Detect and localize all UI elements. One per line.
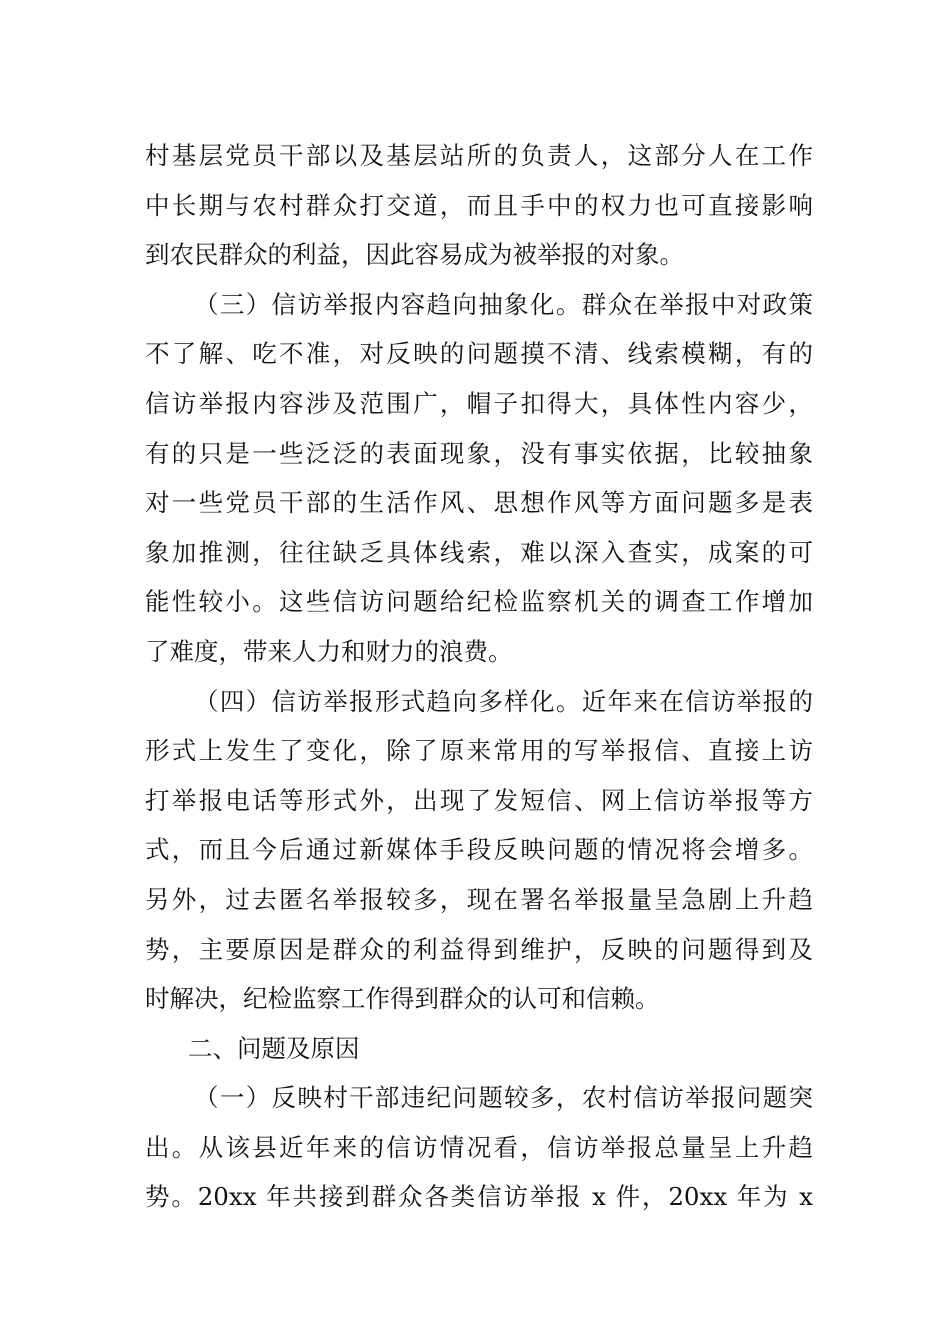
text-line: 了难度，带来人力和财力的浪费。 <box>145 636 513 666</box>
text-line: 势。20xx 年共接到群众各类信访举报 x 件，20xx 年为 x <box>145 1182 813 1212</box>
text-line: 形式上发生了变化，除了原来常用的写举报信、直接上访 <box>145 736 813 766</box>
document-body <box>145 131 813 1222</box>
text-line: 对一些党员干部的生活作风、思想作风等方面问题多是表 <box>145 488 813 518</box>
text-line: 中长期与农村群众打交道，而且手中的权力也可直接影响 <box>145 190 813 220</box>
text-line: 村基层党员干部以及基层站所的负责人，这部分人在工作 <box>145 141 813 170</box>
text-line: 信访举报内容涉及范围广，帽子扣得大，具体性内容少， <box>145 388 813 418</box>
text-line: 时解决，纪检监察工作得到群众的认可和信赖。 <box>145 984 660 1014</box>
paragraph-start-line: （一）反映村干部违纪问题较多，农村信访举报问题突 <box>194 1083 813 1113</box>
text-line: 有的只是一些泛泛的表面现象，没有事实依据，比较抽象 <box>145 438 813 468</box>
text-line: 另外，过去匿名举报较多，现在署名举报量呈急剧上升趋 <box>145 884 813 914</box>
paragraph-start-line: （三）信访举报内容趋向抽象化。群众在举报中对政策 <box>194 289 813 319</box>
text-line: 能性较小。这些信访问题给纪检监察机关的调查工作增加 <box>145 587 813 617</box>
section-heading: 二、问题及原因 <box>188 1033 360 1063</box>
text-line: 出。从该县近年来的信访情况看，信访举报总量呈上升趋 <box>145 1132 813 1162</box>
text-line: 不了解、吃不准，对反映的问题摸不清、线索模糊，有的 <box>145 339 813 369</box>
text-line: 式，而且今后通过新媒体手段反映问题的情况将会增多。 <box>145 835 813 865</box>
paragraph-start-line: （四）信访举报形式趋向多样化。近年来在信访举报的 <box>194 686 813 716</box>
text-line: 势，主要原因是群众的利益得到维护，反映的问题得到及 <box>145 934 813 964</box>
text-line: 打举报电话等形式外，出现了发短信、网上信访举报等方 <box>145 785 813 815</box>
text-line: 到农民群众的利益，因此容易成为被举报的对象。 <box>145 240 684 270</box>
text-line: 象加推测，往往缺乏具体线索，难以深入查实，成案的可 <box>145 537 813 567</box>
